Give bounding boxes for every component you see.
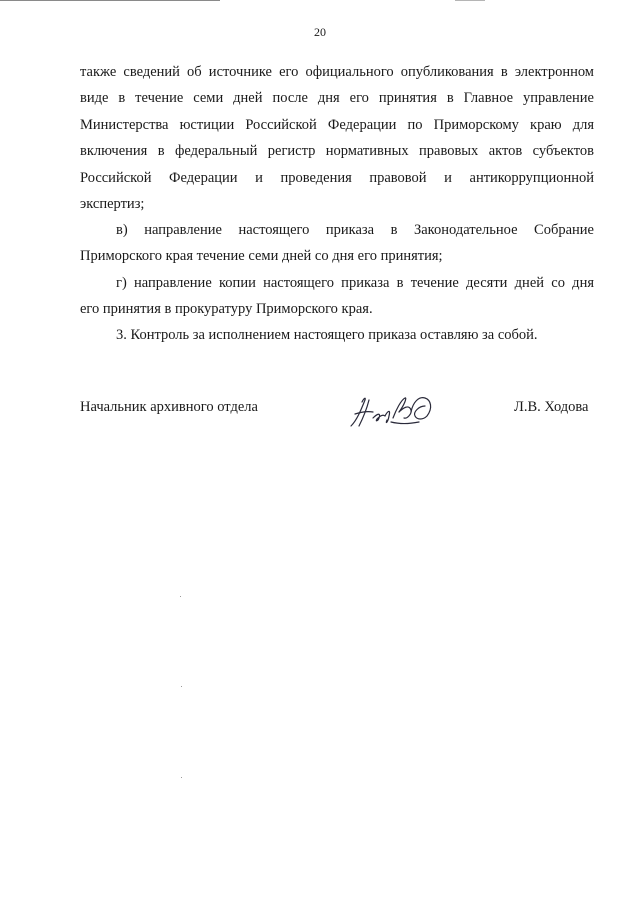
scan-speck	[180, 596, 181, 597]
scan-speck	[181, 686, 182, 687]
text-line: экспертиз;	[80, 196, 145, 213]
text-line: его принятия в прокуратуру Приморского края.	[80, 301, 373, 318]
scan-edge-line	[455, 0, 485, 1]
text-line: г) направление копии настоящего приказа в течение десяти дней со дня	[116, 275, 594, 291]
scan-edge-line	[0, 0, 220, 1]
text-line: Министерства юстиции Российской Федерации по Приморскому краю для	[80, 116, 594, 133]
handwritten-signature	[347, 392, 439, 432]
paragraph-item-3	[80, 322, 594, 348]
paragraph-continuation	[80, 59, 594, 217]
page-number: 20	[314, 25, 326, 39]
text-line: Приморского края течение семи дней со дня его принятия;	[80, 248, 443, 265]
paragraph-item-g	[80, 270, 594, 323]
text-line: также сведений об источнике его официального опубликования в электронном	[80, 64, 594, 80]
text-line: 3. Контроль за исполнением настоящего приказа оставляю за собой.	[116, 327, 538, 343]
text-line: Российской Федерации и проведения правовой и антикоррупционной	[80, 169, 594, 186]
signatory-title: Начальник архивного отдела	[80, 399, 258, 415]
text-line: виде в течение семи дней после дня его принятия в Главное управление	[80, 90, 594, 107]
scan-speck	[181, 777, 182, 778]
text-line: в) направление настоящего приказа в Законодательное Собрание	[116, 222, 594, 238]
signatory-name: Л.В. Ходова	[514, 399, 589, 415]
text-line: включения в федеральный регистр нормативных правовых актов субъектов	[80, 143, 594, 160]
paragraph-item-v	[80, 217, 594, 270]
